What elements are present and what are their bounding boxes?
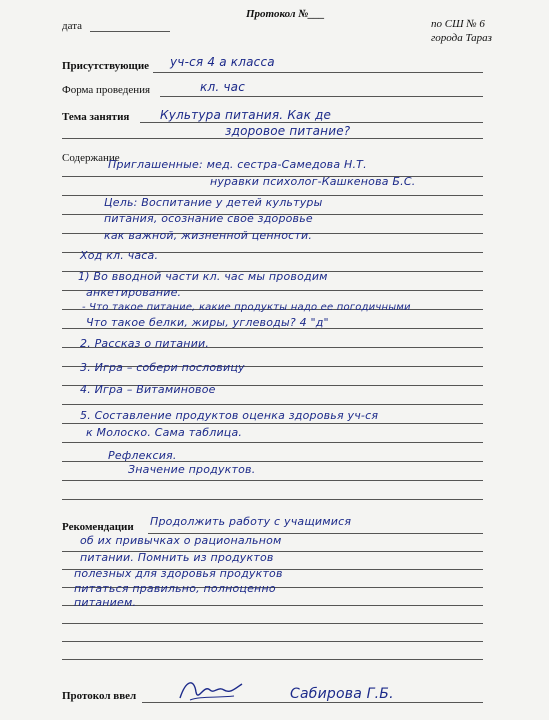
content-line: - Что такое питание, какие продукты надо ее погодичными (82, 302, 411, 313)
recommendations-label: Рекомендации (62, 521, 134, 533)
date-line (90, 31, 170, 32)
recommendation-line: питании. Помнить из продуктов (80, 551, 274, 564)
school-label: по СШ № 6 (431, 18, 485, 30)
content-line: Рефлексия. (108, 449, 177, 462)
topic-line-1 (140, 122, 483, 123)
recommendation-line: об их привычках о рациональном (80, 534, 282, 547)
topic-label: Тема занятия (62, 111, 130, 123)
city-label: города Тараз (431, 32, 492, 44)
recommendation-line: питаться правильно, полноценно (74, 582, 276, 595)
signature-mark (176, 674, 246, 706)
content-line: 4. Игра – Витаминовое (80, 383, 216, 396)
attendees-line (153, 72, 483, 73)
content-line: анкетирование. (86, 286, 182, 299)
form-line (160, 96, 483, 97)
content-line: Цель: Воспитание у детей культуры (104, 196, 323, 209)
content-line: 3. Игра – собери пословицу (80, 361, 245, 374)
content-line: питания, осознание своё здоровье (104, 212, 313, 225)
content-line: 1) Во вводной части кл. час мы проводим (78, 270, 328, 283)
content-line: как важной, жизненной ценности. (104, 229, 313, 242)
date-label: дата (62, 20, 83, 32)
form-label: Форма проведения (62, 84, 151, 96)
content-line: Что такое белки, жиры, углеводы? 4 "д" (86, 316, 329, 329)
content-line: 2. Рассказ о питании. (80, 337, 210, 350)
content-line: Приглашенные: мед. сестра-Самедова Н.Т. (108, 158, 367, 171)
topic-value-line1: Культура питания. Как де (160, 108, 332, 122)
recommendation-line: Продолжить работу с учащимися (150, 515, 352, 528)
content-line: 5. Составление продуктов оценка здоровья уч-ся (80, 409, 379, 422)
topic-line-2 (62, 138, 483, 139)
content-line: к Молоско. Сама таблица. (86, 426, 243, 439)
content-label: Содержание (62, 152, 120, 164)
recommendation-line: питанием. (74, 596, 137, 609)
author-signature-name: Сабирова Г.Б. (290, 686, 394, 702)
author-label: Протокол ввел (62, 690, 137, 702)
recommendation-line: полезных для здоровья продуктов (74, 567, 283, 580)
attendees-value: уч-ся 4 а класса (170, 55, 275, 69)
attendees-label: Присутствующие (62, 60, 150, 72)
topic-value-line2: здоровое питание? (225, 124, 351, 138)
content-line: нуравки психолог-Кашкенова Б.С. (210, 175, 416, 188)
content-line: Значение продуктов. (128, 463, 256, 476)
form-value: кл. час (200, 80, 245, 94)
protocol-title: Протокол №___ (246, 8, 325, 20)
content-line: Ход кл. часа. (80, 249, 159, 262)
